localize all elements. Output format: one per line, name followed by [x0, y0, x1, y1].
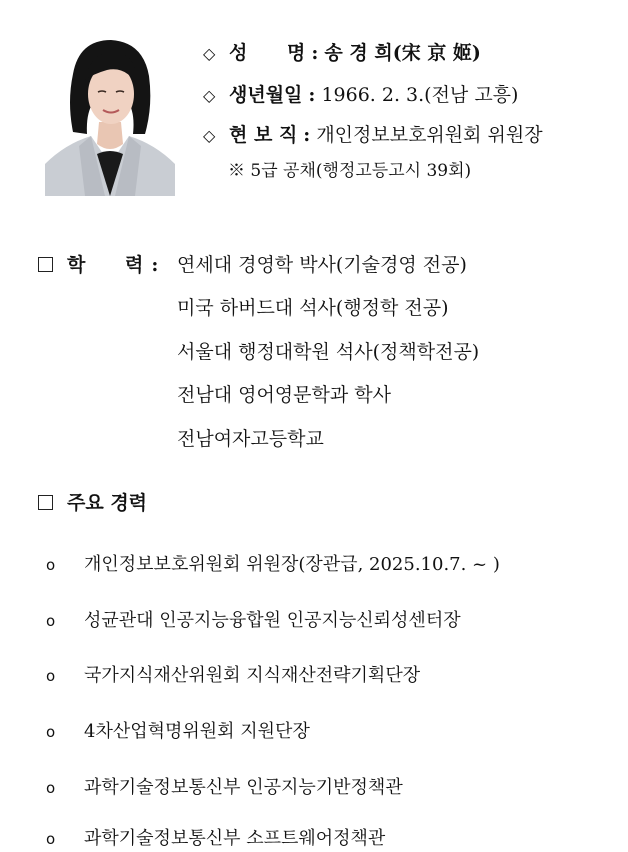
career-heading-label: 주요 경력	[67, 492, 148, 514]
education-item: 미국 하버드대 석사(행정학 전공)	[177, 297, 449, 319]
portrait-photo	[45, 36, 175, 196]
education-item: 전남여자고등학교	[177, 428, 324, 450]
career-item-text: 성균관대 인공지능융합원 인공지능신뢰성센터장	[84, 610, 461, 631]
circle-bullet-icon: o	[46, 612, 56, 630]
education-item: 서울대 행정대학원 석사(정책학전공)	[177, 341, 480, 363]
education-item: 전남대 영어영문학과 학사	[177, 384, 391, 406]
education-heading-label: 학 력	[67, 254, 144, 276]
birth-label: 생년월일	[229, 84, 303, 106]
name-row	[203, 44, 481, 63]
name-label: 성 명	[229, 42, 306, 64]
diamond-bullet-icon: ◇	[203, 44, 216, 63]
education-colon: :	[151, 254, 159, 276]
position-colon: :	[303, 124, 311, 146]
circle-bullet-icon: o	[46, 667, 56, 685]
circle-bullet-icon: o	[46, 830, 56, 848]
circle-bullet-icon: o	[46, 556, 56, 574]
circle-bullet-icon: o	[46, 723, 56, 741]
career-item	[46, 830, 385, 848]
career-item	[46, 723, 310, 741]
diamond-bullet-icon: ◇	[203, 86, 216, 105]
checkbox-square-icon	[38, 495, 53, 510]
career-item	[46, 779, 403, 797]
career-item	[46, 612, 461, 630]
name-colon: :	[311, 42, 319, 64]
career-item-text: 국가지식재산위원회 지식재산전략기획단장	[84, 665, 421, 686]
career-item-text: 4차산업혁명위원회 지원단장	[84, 721, 310, 742]
position-row	[203, 126, 543, 145]
career-item	[46, 556, 500, 574]
birth-row	[203, 86, 518, 105]
birth-value: 1966. 2. 3.(전남 고흥)	[321, 84, 519, 106]
name-value: 송 경 희(宋 京 姬)	[324, 42, 481, 64]
career-item-text: 과학기술정보통신부 인공지능기반정책관	[84, 777, 403, 798]
education-item: 연세대 경영학 박사(기술경영 전공)	[177, 254, 467, 276]
position-label: 현 보 직	[229, 124, 298, 146]
circle-bullet-icon: o	[46, 779, 56, 797]
birth-colon: :	[308, 84, 316, 106]
career-item	[46, 667, 420, 685]
diamond-bullet-icon: ◇	[203, 126, 216, 145]
career-item-text: 개인정보보호위원회 위원장(장관급, 2025.10.7. ~ )	[84, 554, 500, 575]
exam-note: ※ 5급 공채(행정고등고시 39회)	[228, 161, 472, 181]
career-heading	[38, 494, 147, 513]
checkbox-square-icon	[38, 257, 53, 272]
career-item-text: 과학기술정보통신부 소프트웨어정책관	[84, 828, 386, 849]
education-heading	[38, 256, 158, 275]
position-value: 개인정보보호위원회 위원장	[316, 124, 543, 146]
